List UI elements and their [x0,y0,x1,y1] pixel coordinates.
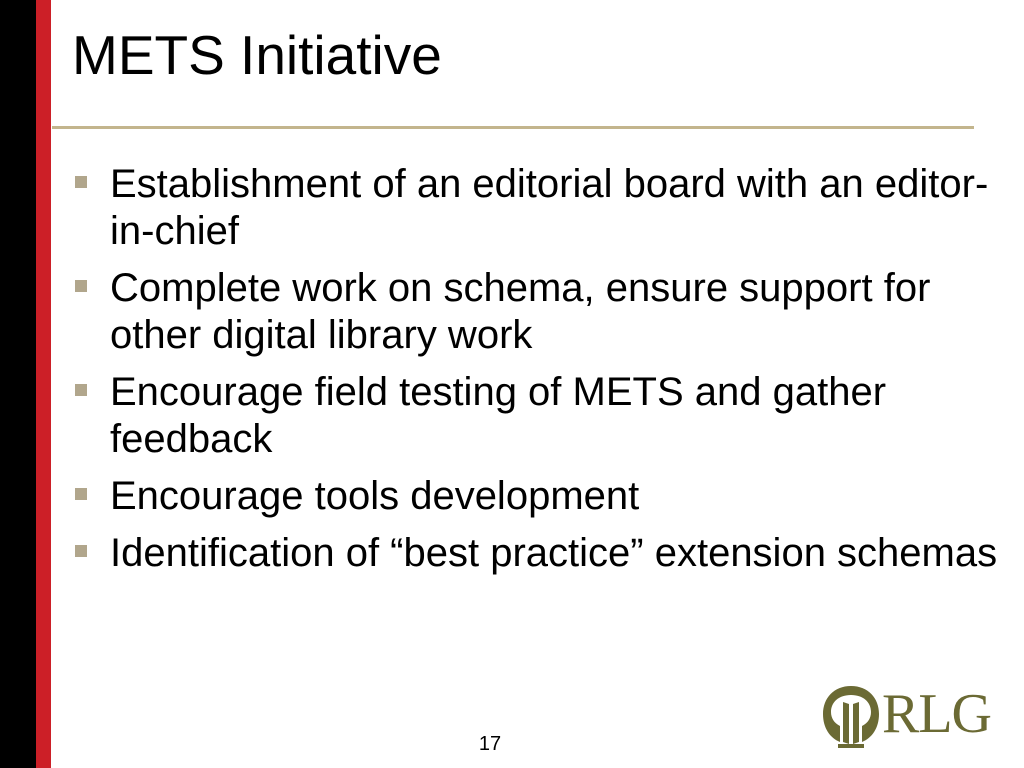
bullet-text: Establishment of an editorial board with an editor-in-chief [110,162,989,253]
slide-title: METS Initiative [72,24,442,86]
bullet-item [72,369,1012,463]
square-bullet-icon [75,384,87,396]
bullet-text: Encourage tools development [110,474,640,518]
left-black-bar [0,0,36,768]
left-red-bar [36,0,51,768]
bullet-list [72,161,1012,587]
bullet-item [72,161,1012,255]
bullet-item [72,473,1012,520]
bullet-item [72,530,1012,577]
logo-text: RLG [882,683,991,745]
page-number: 17 [478,733,502,755]
book-emblem-icon [818,680,884,752]
title-divider [52,126,974,129]
square-bullet-icon [75,176,87,188]
square-bullet-icon [75,545,87,557]
bullet-text: Encourage field testing of METS and gather feedback [110,370,887,461]
square-bullet-icon [75,280,87,292]
rlg-logo [818,680,1010,752]
bullet-item [72,265,1012,359]
bullet-text: Complete work on schema, ensure support for other digital library work [110,266,931,357]
bullet-text: Identification of “best practice” extension schemas [110,531,998,575]
square-bullet-icon [75,488,87,500]
